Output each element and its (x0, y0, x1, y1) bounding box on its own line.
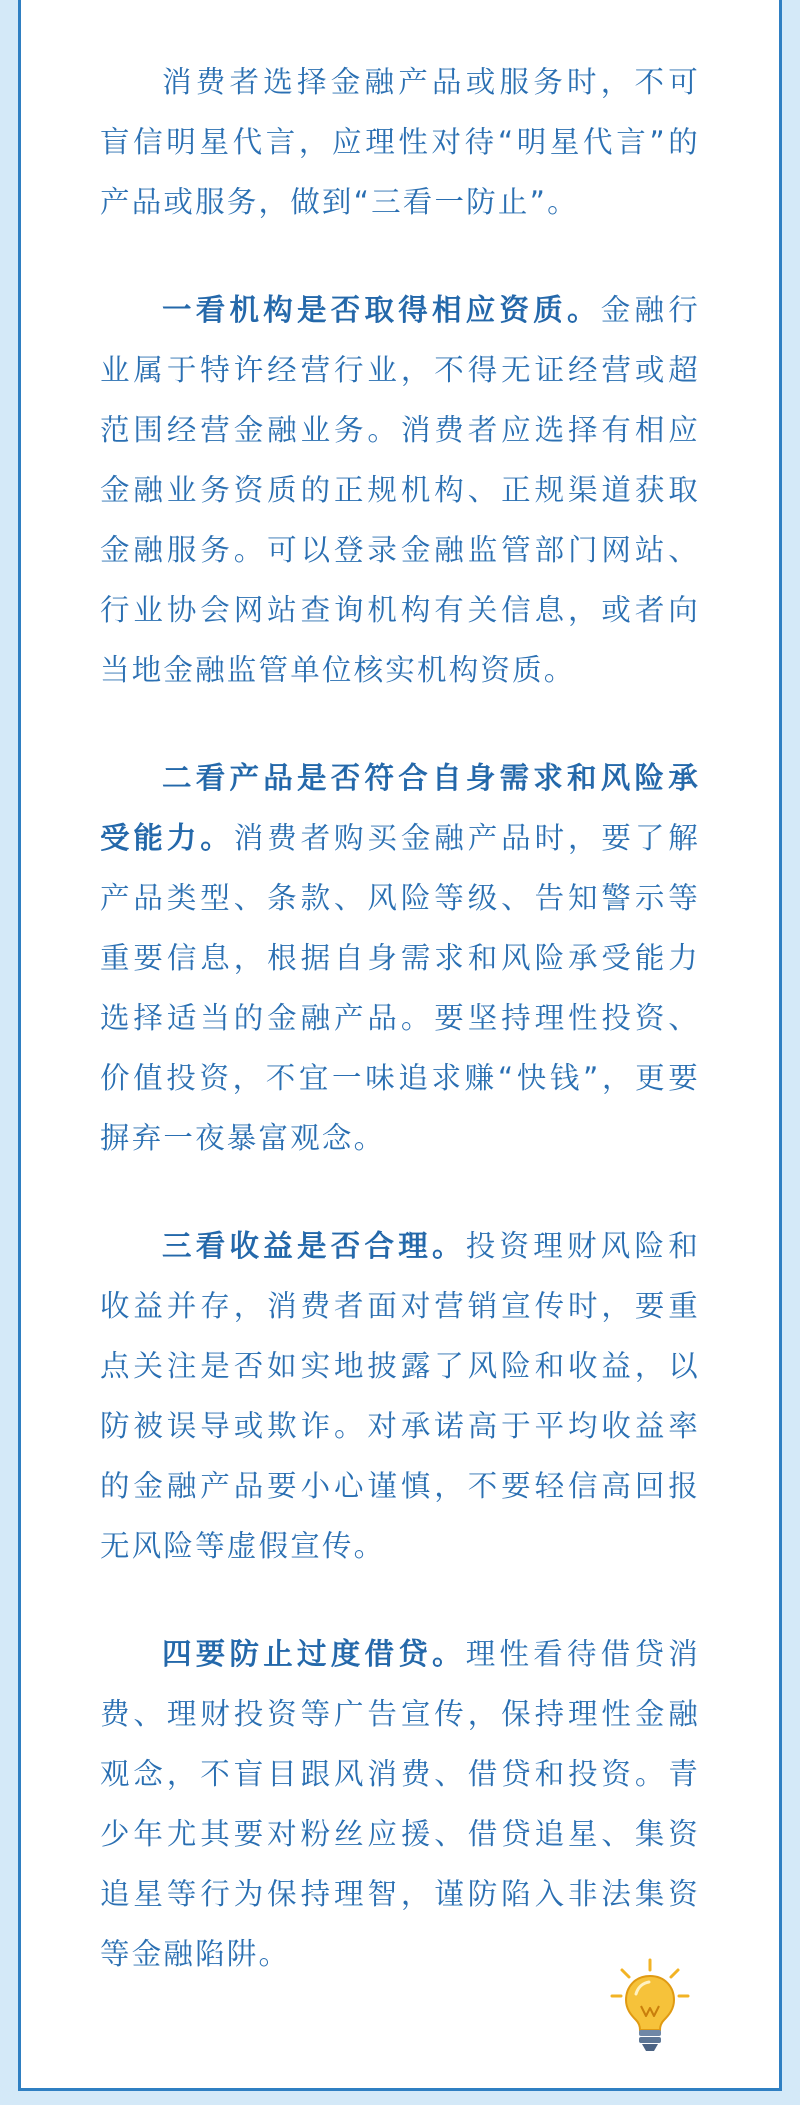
section-heading: 四要防止过度借贷。 (162, 1637, 466, 1671)
article-body (100, 52, 700, 1984)
section-heading: 一看机构是否取得相应资质。 (162, 293, 601, 327)
section-product (100, 748, 700, 1168)
section-text: 消费者购买金融产品时，要了解产品类型、条款、风险等级、告知警示等重要信息，根据自身需求和风险承受能力选择适当的金融产品。要坚持理性投资、价值投资，不宜一味追求赚“快钱”，更要摒弃一夜暴富观念。 (100, 821, 700, 1155)
section-text: 金融行业属于特许经营行业，不得无证经营或超范围经营金融业务。消费者应选择有相应金融业务资质的正规机构、正规渠道获取金融服务。可以登录金融监管部门网站、行业协会网站查询机构有关信息，或者向当地金融监管单位核实机构资质。 (100, 293, 700, 687)
section-borrowing (100, 1624, 700, 1984)
section-heading: 三看收益是否合理。 (162, 1229, 466, 1263)
lightbulb-icon (608, 1956, 692, 2056)
intro-paragraph: 消费者选择金融产品或服务时，不可盲信明星代言，应理性对待“明星代言”的产品或服务，做到“三看一防止”。 (100, 65, 700, 219)
section-heading: 二看产品是否符合自身需求和风险承受能力。 (100, 761, 700, 855)
section-text: 投资理财风险和收益并存，消费者面对营销宣传时，要重点关注是否如实地披露了风险和收益，以防被误导或欺诈。对承诺高于平均收益率的金融产品要小心谨慎，不要轻信高回报无风险等虚假宣传。 (100, 1229, 700, 1563)
section-institution (100, 280, 700, 700)
section-return (100, 1216, 700, 1576)
section-text: 理性看待借贷消费、理财投资等广告宣传，保持理性金融观念，不盲目跟风消费、借贷和投资。青少年尤其要对粉丝应援、借贷追星、集资追星等行为保持理智，谨防陷入非法集资等金融陷阱。 (100, 1637, 700, 1971)
